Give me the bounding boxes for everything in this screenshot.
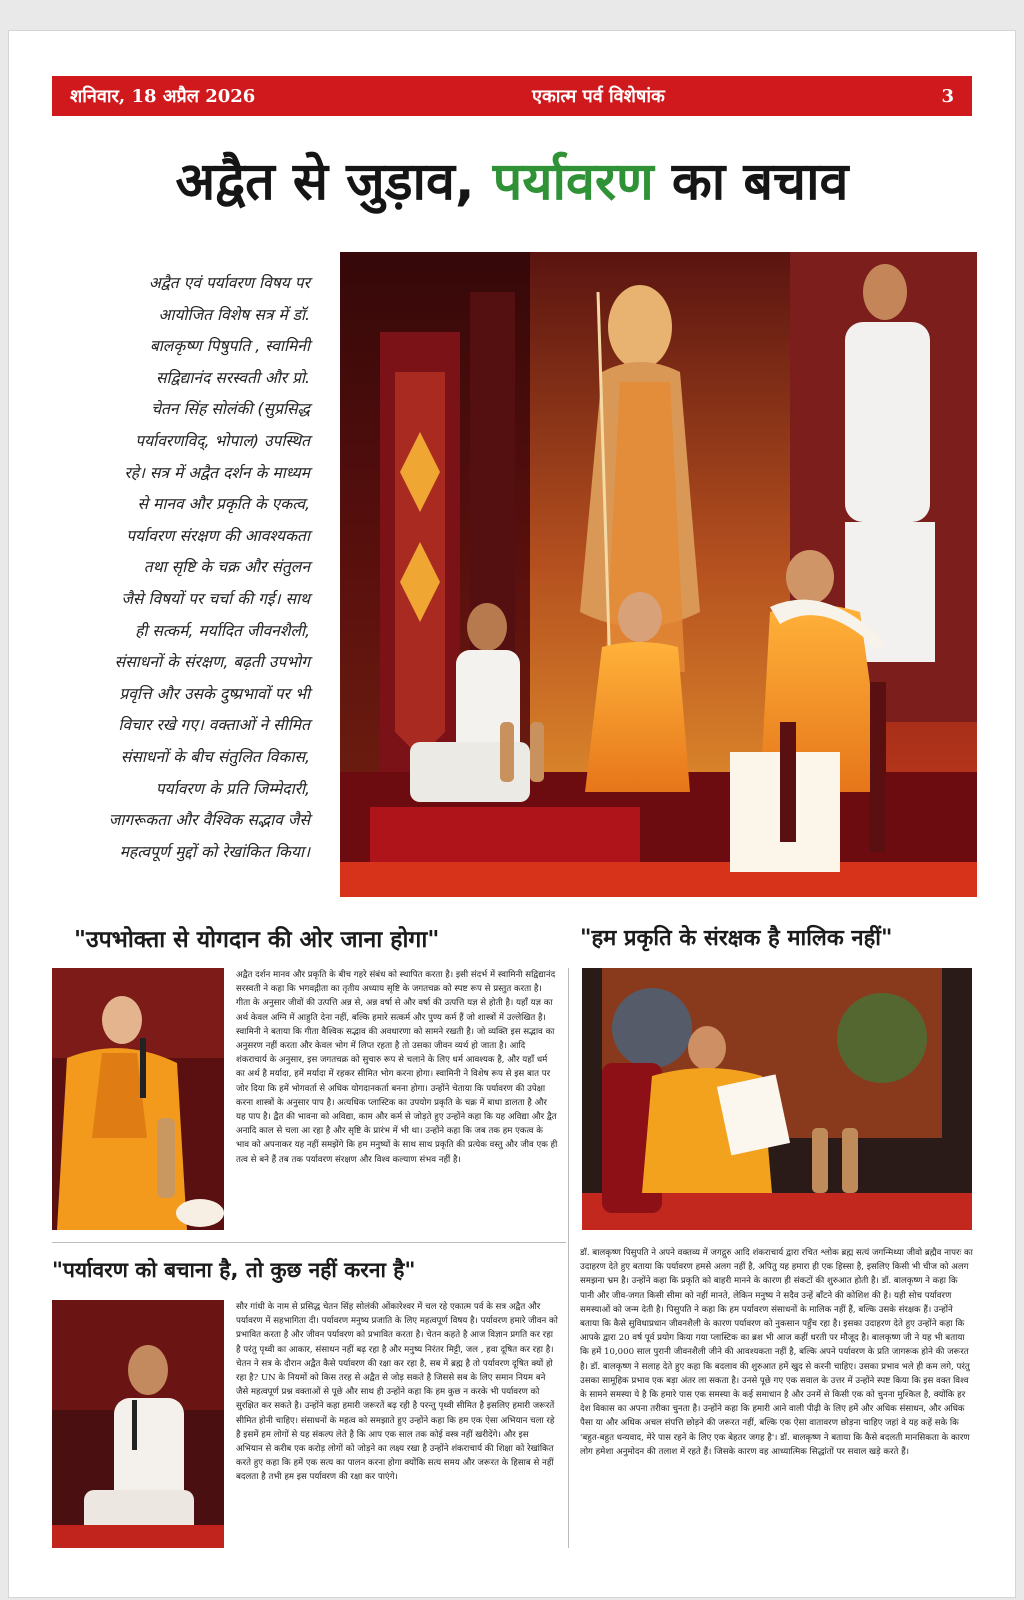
headline-accent-word: पर्यावरण [492,152,654,212]
chetan-illustration [52,1300,224,1548]
intro-line: पर्यावरणविद्, भोपाल) उपस्थित [135,431,310,450]
page-headline [52,142,972,222]
section1-body: अद्वैत दर्शन मानव और प्रकृति के बीच गहरे संबंध को स्थापित करता है। इसी संदर्भ में स्वामिनी सद्विद्यानंद सरस्वती ने कहा कि भगवद्गीता का तृतीय अध्याय सृष्टि के जगतचक्र को स्पष्ट रूप से प्रस्तुत करता है। गीता के अनुसार जीवों की उत्पत्ति अन्न से, अन्न वर्षा से और वर्षा की उत्पत्ति यज्ञ से होती है। यहाँ यज्ञ का अर्थ केवल अग्नि में आहुति देना नहीं, बल्कि हमारे सत्कर्म और पुण्य कर्म हैं जो शास्त्रों में उल्लेखित है। स्वामिनी ने बताया कि गीता वैश्विक सद्भाव की अवधारणा को सामने रखती है। जो व्यक्ति इस सद्भाव का अनुसरण नहीं करता और केवल भोग में लिप्त रहता है तो उसका जीवन व्यर्थ हो जाता है। आदि शंकराचार्य के अनुसार, इस जगतचक्र को सुचारु रूप से चलाने के लिए धर्म आवश्यक है, और यहाँ धर्म का अर्थ है मर्यादा, हमें मर्यादा में रहकर सीमित भोग करना होगा। स्वामिनी ने विशेष रूप से इस बात पर जोर दिया कि हमें भोगवर्ता से अधिक योगदानकर्ता बनना होगा। उन्होंने चेताया कि पर्यावरण की उपेक्षा करना शास्त्रों के अनुसार पाप है। अत्यधिक प्लास्टिक का उपयोग प्रकृति के चक्र में बाधा डालता है और यह पाप है। द्वैत की भावना को अविद्या, काम और कर्म से जोड़ते हुए उन्होंने कहा कि यह अविद्या और द्वैत अनादि काल से चला आ रहा है और सृष्टि के प्रारंभ में भी था। उन्होंने कहा कि जब तक हम एकत्व के भाव को अपनाकर यह नहीं समझेंगे कि हम मनुष्यों के साथ साथ प्रकृति की प्रत्येक वस्तु और जीव एक ही तत्व से बने हैं तब तक पर्यावरण संरक्षण और विश्व कल्याण संभव नहीं है। [236,970,558,1165]
main-stage-photo [340,252,977,897]
stage-illustration [340,252,977,897]
intro-line: बालकृष्ण पिषुपति , स्वामिनी [149,337,310,356]
column-divider [568,968,569,1548]
section-heading-protector-not-owner: "हम प्रकृति के संरक्षक है मालिक नहीं" [580,926,893,951]
intro-line: पर्यावरण संरक्षण की आवश्यकता [126,526,310,545]
headline-part-3: का बचाव [653,152,849,212]
intro-line: चेतन सिंह सोलंकी (सुप्रसिद्ध [151,400,310,419]
headline-part-1: अद्वैत से जुड़ाव, [175,152,493,212]
intro-line: संसाधनों के संरक्षण, बढ़ती उपभोग [114,653,310,672]
swamini-illustration [52,968,224,1230]
page-number: 3 [941,85,954,107]
intro-line: महत्वपूर्ण मुद्दों को रेखांकित किया। [119,842,310,861]
section2-body: डॉ. बालकृष्ण पिसुपति ने अपने वक्तव्य में जगद्गुरु आदि शंकराचार्य द्वारा रचित श्लोक ब्रह्म सत्यं जगन्मिथ्या जीवो ब्रह्मैव नापरः का उदाहरण देते हुए बताया कि पर्यावरण हमसे अलग नहीं है, अपितु यह हमारा ही एक हिस्सा है, इसलिए किसी भी चीज को अलग समझना भ्रम है। उन्होंने कहा कि प्रकृति को बाहरी मानने के कारण ही संकटों की शुरुआत होती है। डॉ. बालकृष्ण ने कहा कि पानी और जीव-जगत किसी सीमा को नहीं मानते, लेकिन मनुष्य ने सदैव उन्हें बाँटने की कोशिश की है। यही सोच पर्यावरण समस्याओं को जन्म देती है। पिसुपति ने कहा कि हम पर्यावरण संसाधनों के मालिक नहीं हैं, बल्कि उसके संरक्षक हैं। उन्होंने बताया कि कैसे सुविधाप्रधान जीवनशैली के कारण पर्यावरण को नुकसान पहुँच रहा है। इसका उदाहरण देते हुए उन्होंने कहा कि आपके द्वारा 20 वर्ष पूर्व प्रयोग किया गया प्लास्टिक का ब्रश भी आज कहीं धरती पर मौजूद है। बालकृष्ण जी ने यह भी बताया कि हमें 10,000 साल पुरानी जीवनशैली जीने की आवश्यकता नहीं है, बल्कि अपने पर्यावरण के प्रति जागरूक होने की जरूरत है। डॉ. बालकृष्ण ने सलाह देते हुए कहा कि बदलाव की शुरुआत हमें खुद से करनी चाहिए। उसका प्रभाव भले ही कम लगे, परंतु उसका सामूहिक प्रभाव एक बड़ा अंतर ला सकता है। उनसे पूछे गए एक सवाल के उत्तर में उन्होंने स्पष्ट किया कि इस वक्त विश्व के सामने समस्या ये है कि हमारे पास एक समस्या के कई समाधान है और उनमें से किसी एक को चुनना मुश्किल है, क्योंकि हर देश विकास का अपना तरीका चुनता है। उन्होंने कहा कि हमारी आने वाली पीढ़ी के लिए हमें और अधिक संसाधन, और अधिक पैसा या और अधिक अचल संपत्ति छोड़ने की जरूरत नहीं, बल्कि एक ऐसा वातावरण छोड़ना चाहिए जहां वे यह कहें सके कि 'बहुत-बहुत धन्यवाद, मेरे पास रहने के लिए एक बेहतर जगह है'। डॉ. बालकृष्ण ने बताया कि कैसे बदलती मानसिकता के कारण लोग हमेशा अनुमोदन की तलाश में रहते हैं। जिसके कारण वह आध्यात्मिक सिद्धांतों पर सवाल खड़े करते हैं। [580,1248,973,1457]
page-header-band [52,76,972,116]
intro-line: अद्वैत एवं पर्यावरण विषय पर [148,274,310,292]
intro-paragraph [62,268,310,888]
intro-line: संसाधनों के बीच संतुलित विकास, [120,747,310,766]
intro-line: आयोजित विशेष सत्र में डॉ. [158,305,310,324]
photo-swamini [52,968,224,1230]
section-divider [52,1242,566,1243]
section-heading-consumer-to-contributor: "उपभोक्ता से योगदान की ओर जाना होगा" [74,927,440,953]
intro-line: पर्यावरण के प्रति जिम्मेदारी, [155,779,310,798]
edition-name: एकात्म पर्व विशेषांक [531,86,665,107]
intro-line: रहे। सत्र में अद्वैत दर्शन के माध्यम [124,463,310,482]
intro-line: ही सत्कर्म, मर्यादित जीवनशैली, [135,621,310,640]
intro-line: से मानव और प्रकृति के एकत्व, [137,495,310,514]
photo-balakrishna [582,968,972,1230]
intro-line: जागरूकता और वैश्विक सद्भाव जैसे [108,811,310,830]
photo-chetan [52,1300,224,1548]
intro-line: विचार रखे गए। वक्ताओं ने सीमित [118,716,310,735]
intro-line: जैसे विषयों पर चर्चा की गई। साथ [121,589,310,608]
section3-body: सौर गांधी के नाम से प्रसिद्ध चेतन सिंह सोलंकी ओंकारेश्वर में चल रहे एकात्म पर्व के सत्र अद्वैत और पर्यावरण में सहभागिता दी। पर्यावरण मनुष्य प्रजाति के लिए महत्वपूर्ण विषय है। पर्यावरण हमारे जीवन को प्रभावित करता है और जीवन पर्यावरण को प्रभावित करता है। चेतन कहते है आज विज्ञान प्रगति कर रहा है परंतु पृथ्वी का आकार, संसाधन नहीं बढ़ रहा है और मनुष्य निरंतर मिट्टी, जल , हवा दूषित कर रहा है। चेतन ने सत्र के दौरान अद्वैत कैसे पर्यावरण की रक्षा कर रहा है, सब में ब्रह्म है तो पर्यावरण दूषित क्यों हो रहा है? UN के नियमों को किस तरह से अद्वैत से जोड़ सकते है जिससे सब के लिए समान नियम बने जैसे महत्वपूर्ण प्रश्न वक्ताओं से पूछे और साथ ही उन्होंने कहा कि हम कुछ न करके भी पर्यावरण को सुरक्षित कर सकते है। उन्होंने कहा हमारी जरूरतें बढ़ रही है परन्तु पृथ्वी सीमित है इसलिए हमारी जरूरतें सीमित होनी चाहिए। संसाधनों के महत्व को समझाते हुए उन्होंने कहा कि हम एक ऐसा अभियान चला रहे है इसमें हम लोगों से यह संकल्प लेते है कि आप एक साल तक कोई वस्त्र नहीं खरीदेंगे। और इस अभियान से करीब एक करोड़ लोगों को जोड़ने का लक्ष्य रखा है उन्होंने शंकराचार्य की शिक्षा को रेखांकित करते हुए कहा कि हमें एक सत्य का पालन करना होगा क्योंकि सत्य समय और जरूरत के हिसाब से नहीं बदलता है तभी हम इस पर्यावरण की रक्षा कर पाएंगे। [236,1302,558,1483]
intro-line: तथा सृष्टि के चक्र और संतुलन [143,558,310,577]
balakrishna-illustration [582,968,972,1230]
section-heading-do-nothing: "पर्यावरण को बचाना है, तो कुछ नहीं करना है" [52,1258,416,1282]
intro-line: सद्विद्यानंद सरस्वती और प्रो. [156,368,310,387]
intro-line: प्रवृत्ति और उसके दुष्प्रभावों पर भी [119,684,310,703]
issue-date: शनिवार, 18 अप्रैल 2026 [70,86,256,107]
